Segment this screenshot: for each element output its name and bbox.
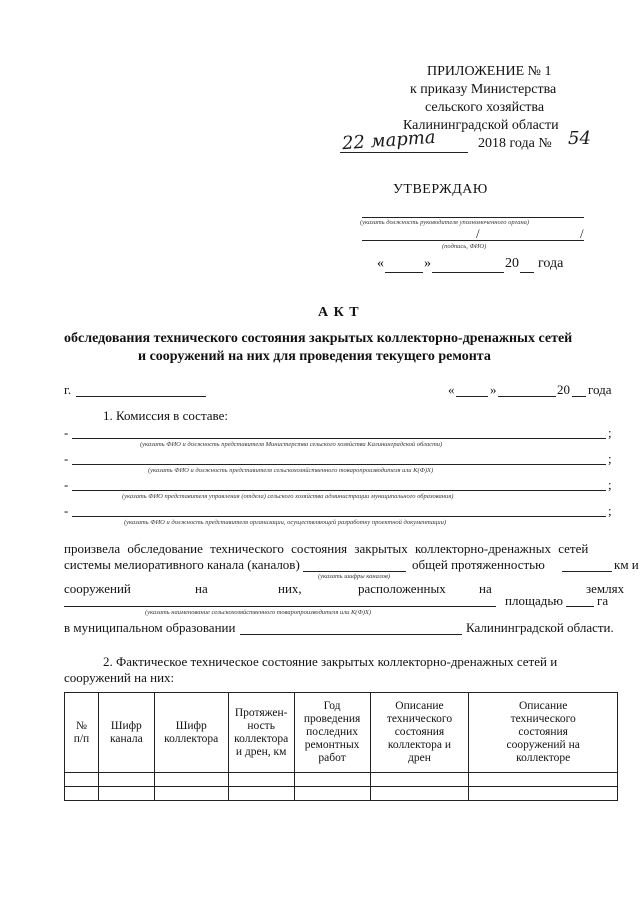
table-cell[interactable] [469,773,618,787]
body-line-5b: Калининградской области. [466,620,614,635]
city-prefix: г. [64,382,72,397]
header-line: коллектора и [387,739,452,751]
approve-year-line [520,272,534,273]
body-word-4: расположенных [358,581,446,596]
commission-dash-3: - [64,477,69,492]
appendix-title: ПРИЛОЖЕНИЕ № 1 [427,64,552,79]
header-line: Год [323,700,341,712]
header-cell-channel [98,693,154,773]
header-line: технического [510,713,576,725]
approve-date-year: 20 [505,256,519,271]
section2-line-2: сооружений на них: [64,670,175,685]
handwritten-date: 22 марта [341,126,437,155]
signature-caption: (подпись, ФИО) [442,243,487,250]
commission-line-4 [72,516,606,517]
table-cell[interactable] [228,787,294,801]
table-cell[interactable] [370,773,469,787]
approve-title: УТВЕРЖДАЮ [393,182,488,197]
commission-heading: 1. Комиссия в составе: [103,408,228,423]
body-line-5a: в муниципальном образовании [64,620,236,635]
header-cell-collector-state [370,693,469,773]
handwritten-number: 54 [568,128,591,149]
body-word-5: на [479,581,492,596]
body-word-1: сооружений [64,581,131,596]
commission-line-3 [72,490,606,491]
header-cell-repair-year [294,693,370,773]
table-row [65,773,618,787]
date-underline [340,152,468,153]
header-cell-number [65,693,99,773]
header-line: Описание [518,700,568,712]
area-line [566,606,594,607]
approve-month-line [432,272,504,273]
signature-slash-end: / [580,226,584,241]
header-line: сооружений на [506,739,580,751]
body-word-6: землях [586,581,625,596]
condition-table [64,692,618,801]
position-line [362,217,584,218]
municipality-line [240,634,462,635]
header-line: № [75,719,87,732]
header-line: технического [386,713,453,725]
appendix-line-4: Калининградской области [403,118,559,133]
header-line: Шифр [175,719,207,732]
header-line: Описание [395,700,444,712]
owner-caption: (указать наименование сельскохозяйственного товаропроизводителя или К(Ф)Х) [145,609,371,616]
owner-line [64,606,496,607]
date-year: 20 [557,382,570,397]
table-cell[interactable] [154,787,228,801]
act-subtitle-1: обследования технического состояния закрытых коллекторно-дренажных сетей [64,331,573,346]
header-line: дрен [408,752,431,764]
day-line [456,396,488,397]
signature-slash: / [476,226,480,241]
table-cell[interactable] [228,773,294,787]
commission-line-1 [72,438,606,439]
header-cell-structures-state [469,693,618,773]
header-line: последних [306,726,359,738]
commission-semicolon-3: ; [608,477,612,492]
header-line: состояния [394,726,445,738]
act-title: А К Т [318,305,360,320]
signature-line [362,240,584,241]
channels-line [303,571,406,572]
approve-date-open: « [377,256,384,271]
city-line [76,396,206,397]
header-line: работ [318,752,346,764]
body-area-unit: га [597,593,609,608]
approve-day-line [385,272,423,273]
header-line: канала [109,732,143,745]
table-header-row [65,693,618,773]
header-cell-length [228,693,294,773]
month-line [498,396,556,397]
commission-caption-2: (указать ФИО и должность представителя сельскохозяйственного товаропроизводителя или К(Ф)Х) [148,467,434,474]
table-cell[interactable] [294,773,370,787]
commission-dash-4: - [64,503,69,518]
header-line: коллектора [164,732,219,745]
appendix-line-3: сельского хозяйства [425,100,545,115]
position-caption: (указать должность руководителя уполномоченного органа) [360,219,530,226]
table-cell[interactable] [294,787,370,801]
header-line: коллекторе [516,752,571,764]
body-line-2c: км и [614,557,639,572]
length-line [562,571,612,572]
commission-semicolon-2: ; [608,451,612,466]
body-line-2b: общей протяженностью [412,557,545,572]
commission-line-2 [72,464,606,465]
commission-dash-2: - [64,451,69,466]
commission-caption-3: (указать ФИО представителя управления (отдела) сельского хозяйства администрации муниципального образования) [122,493,454,500]
body-area-label: площадью [505,593,563,608]
commission-dash-1: - [64,425,69,440]
header-line: Протяжен- [234,706,288,719]
table-cell[interactable] [469,787,618,801]
channels-caption: (указать шифры каналов) [318,573,391,580]
body-word-2: на [195,581,208,596]
appendix-line-2: к приказу Министерства [410,82,557,97]
date-open: « [448,382,455,397]
table-cell[interactable] [65,787,99,801]
header-line: состояния [518,726,568,738]
header-line: ность [247,719,275,732]
header-cell-collector [154,693,228,773]
table-cell[interactable] [65,773,99,787]
body-word-3: них, [278,581,302,596]
commission-semicolon-1: ; [608,425,612,440]
header-line: ремонтных [304,739,360,751]
table-cell[interactable] [98,773,154,787]
commission-caption-4: (указать ФИО и должность представителя организации, осуществляющей разработку проектной документации) [124,519,447,526]
table-row [65,787,618,801]
date-suffix: года [588,382,612,397]
body-line-1: произвела обследование технического состояния закрытых коллекторно-дренажных сетей [64,541,589,556]
header-line: проведения [303,713,361,725]
section2-line-1: 2. Фактическое техническое состояние закрытых коллекторно-дренажных сетей и [103,654,558,669]
header-line: Шифр [110,719,142,732]
order-year-text: 2018 года № [478,136,552,151]
table-cell[interactable] [98,787,154,801]
commission-semicolon-4: ; [608,503,612,518]
table-cell[interactable] [370,787,469,801]
approve-date-suffix: года [538,256,564,271]
body-line-2a: системы мелиоративного канала (каналов) [64,557,300,572]
commission-caption-1: (указать ФИО и должность представителя Министерства сельского хозяйства Калининградской области) [140,441,443,448]
table-cell[interactable] [154,773,228,787]
header-line: п/п [73,732,90,745]
header-line: коллектора [234,732,289,745]
header-line: и дрен, км [235,745,287,758]
year-line [572,396,586,397]
approve-date-mid: » [424,256,431,271]
act-subtitle-2: и сооружений на них для проведения текущего ремонта [138,349,491,364]
date-mid: » [490,382,497,397]
